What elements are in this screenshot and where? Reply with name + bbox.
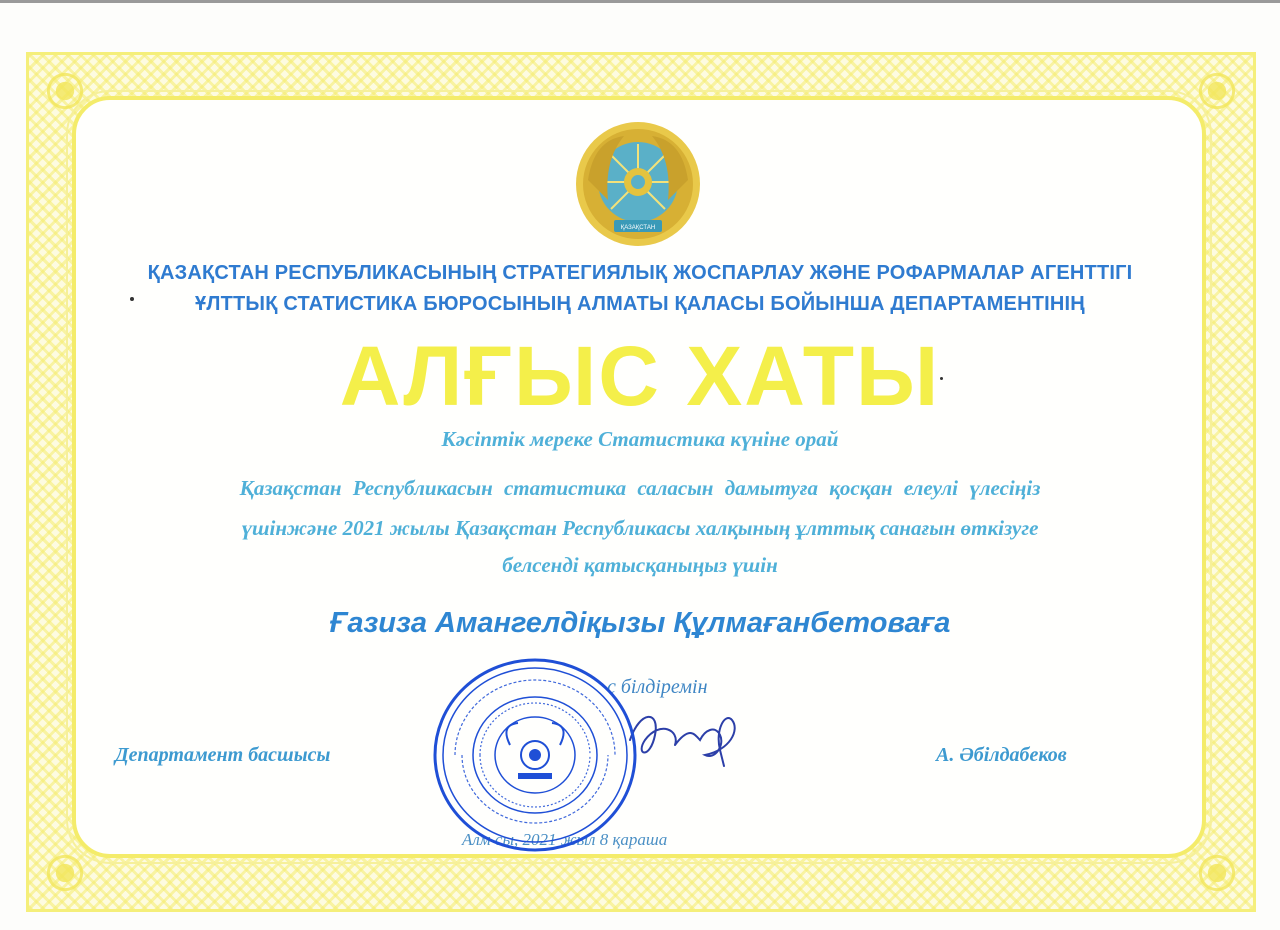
- corner-ornament-bottom-right: [1182, 838, 1252, 908]
- body-line-4: белсенді қатысқаныңыз үшін: [502, 553, 778, 577]
- corner-ornament-bottom-left: [30, 838, 100, 908]
- place-date: Алм сы, 2021 жыл 8 қараша: [462, 830, 668, 849]
- corner-ornament-top-left: [30, 56, 100, 126]
- certificate-title: АЛҒЫС ХАТЫ: [339, 329, 941, 423]
- body-line-1: Кәсіптік мереке Статистика күніне орай: [441, 427, 839, 451]
- scan-speck: [130, 297, 134, 301]
- scan-speck: [940, 377, 943, 380]
- corner-ornament-top-right: [1182, 56, 1252, 126]
- body-line-2: Қазақстан Республикасын статистика саласын дамытуға қосқан елеулі үлесіңіз: [239, 476, 1041, 500]
- signatory-name: А. Әбілдабеков: [936, 744, 1067, 766]
- gratitude-text: с білдіремін: [607, 676, 708, 698]
- recipient-name: Ғазиза Амангелдіқызы Құлмағанбетоваға: [329, 607, 951, 639]
- state-emblem-icon: [574, 120, 702, 248]
- scan-top-edge: [0, 0, 1280, 3]
- header-line-1: ҚАЗАҚСТАН РЕСПУБЛИКАСЫНЫҢ СТРАТЕГИЯЛЫҚ ЖОСПАРЛАУ ЖӘНЕ РОФАРМАЛАР АГЕНТТІГІ: [147, 262, 1133, 284]
- body-line-3: үшінжәне 2021 жылы Қазақстан Республикасы халқының ұлттық санағын өткізуге: [241, 516, 1039, 540]
- emblem-caption: ҚАЗАҚСТАН: [620, 225, 656, 231]
- header-line-2: ҰЛТТЫҚ СТАТИСТИКА БЮРОСЫНЫҢ АЛМАТЫ ҚАЛАСЫ БОЙЫНША ДЕПАРТАМЕНТІНІҢ: [195, 293, 1085, 315]
- official-stamp: [430, 655, 640, 855]
- signatory-title: Департамент басшысы: [115, 744, 331, 766]
